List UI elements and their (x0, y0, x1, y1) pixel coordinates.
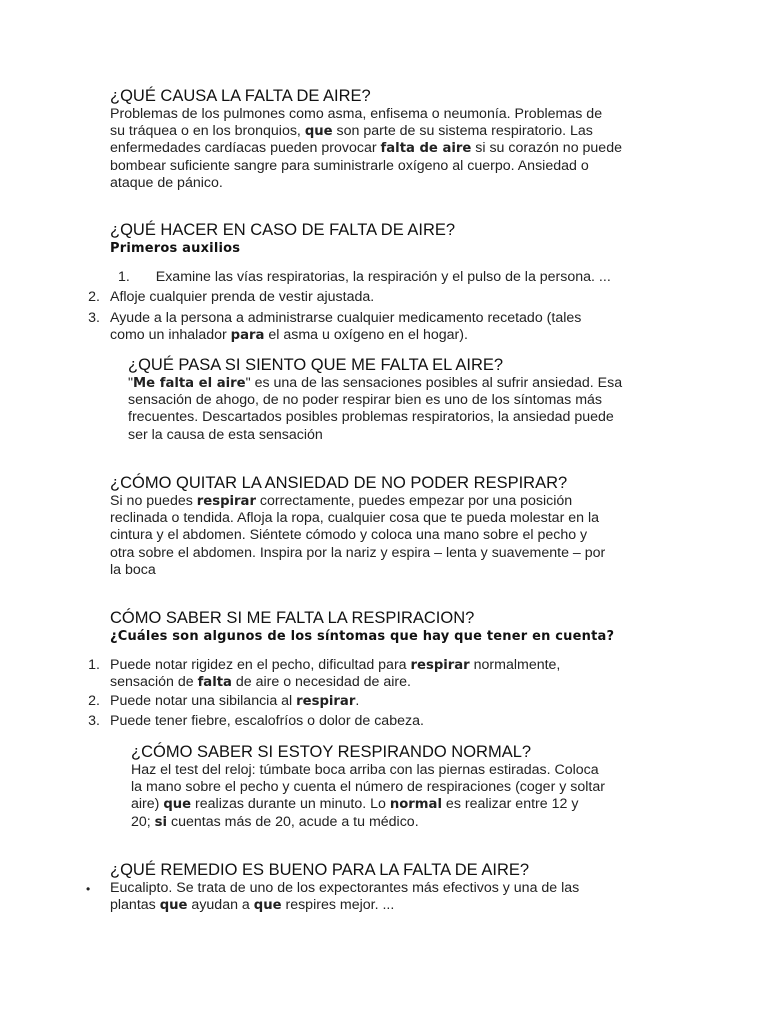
heading-remedy: ¿QUÉ REMEDIO ES BUENO PARA LA FALTA DE AIRE? (110, 861, 530, 879)
text-line: el asma u oxígeno en el hogar). (264, 327, 468, 344)
text-line: enfermedades cardíacas pueden provocar (110, 140, 381, 157)
list-item-text (110, 693, 359, 710)
bold-text: falta de aire (380, 141, 472, 157)
text-line: es realizar entre 12 y (441, 796, 579, 813)
text-line: sensación de (110, 674, 198, 691)
section-remedy (110, 861, 750, 880)
list-item-text (110, 657, 560, 691)
text-line: de aire o necesidad de aire. (231, 674, 411, 691)
text-line: Ayude a la persona a administrarse cualquier medicamento recetado (tales (110, 310, 582, 326)
list-item-text (110, 880, 579, 914)
section-causes (110, 87, 750, 192)
paragraph-anxiety (110, 493, 750, 579)
bold-text: respirar (410, 658, 470, 673)
text-line: bombear suficiente sangre para suministrarle oxígeno al cuerpo. Ansiedad o (110, 157, 589, 174)
heading-symptoms: CÓMO SABER SI ME FALTA LA RESPIRACION? (110, 609, 475, 627)
subheading-symptoms: ¿Cuáles son algunos de los síntomas que hay que tener en cuenta? (110, 629, 615, 644)
list-number: 2. (88, 693, 100, 709)
list-number: 2. (88, 289, 100, 305)
heading-feel-short-of-breath: ¿QUÉ PASA SI SIENTO QUE ME FALTA EL AIRE? (128, 356, 504, 374)
heading-what-to-do: ¿QUÉ HACER EN CASO DE FALTA DE AIRE? (110, 221, 456, 239)
bullet-icon: • (86, 882, 91, 896)
bold-text: respirar (296, 694, 356, 709)
text-line: otra sobre el abdomen. Inspira por la nariz y espira – lenta y suavemente – por (110, 544, 606, 561)
text-line: " (128, 375, 134, 391)
paragraph-causes (110, 106, 750, 192)
bold-text: que (304, 124, 333, 140)
heading-breathing-normal: ¿CÓMO SABER SI ESTOY RESPIRANDO NORMAL? (131, 743, 532, 761)
text-line: cuentas más de 20, acude a tu médico. (167, 813, 419, 830)
text-line: realizas durante un minuto. Lo (191, 796, 390, 813)
bold-text: normal (389, 797, 442, 813)
text-line: Problemas de los pulmones como asma, enfisema o neumonía. Problemas de (110, 106, 603, 122)
text-line: cintura y el abdomen. Siéntete cómodo y coloca una mano sobre el pecho y (110, 527, 588, 544)
list-item-text: Afloje cualquier prenda de vestir ajustada. (110, 289, 375, 305)
text-line: reclinada o tendida. Afloja la ropa, cualquier cosa que te pueda molestar en la (110, 510, 600, 527)
list-number: 1. (88, 657, 100, 673)
text-line: Puede notar rigidez en el pecho, dificultad para (110, 657, 411, 673)
list-item-text: Puede tener fiebre, escalofríos o dolor de cabeza. (110, 713, 424, 729)
section-symptoms (110, 609, 750, 645)
text-line: . (355, 693, 360, 709)
list-item (118, 269, 738, 286)
bold-text: que (159, 898, 188, 914)
text-line: su tráquea o en los bronquios, (110, 123, 305, 140)
text-line: como un inhalador (110, 327, 231, 344)
text-line: sensación de ahogo, de no poder respirar bien es uno de los síntomas más (128, 392, 602, 409)
text-line: Eucalipto. Se trata de uno de los expectorantes más efectivos y una de las (110, 880, 580, 896)
text-line: ataque de pánico. (110, 174, 223, 191)
list-number: 1. (118, 269, 130, 285)
text-line: " es una de las sensaciones posibles al sufrir ansiedad. Esa (245, 375, 623, 391)
text-line: son parte de su sistema respiratorio. Las (332, 123, 593, 140)
text-line: Si no puedes (110, 493, 197, 509)
text-line: la mano sobre el pecho y cuenta el número de respiraciones (coger y soltar (131, 779, 605, 796)
paragraph-feel-short-of-breath (128, 375, 748, 444)
text-line: la boca (110, 561, 156, 578)
text-line: aire) (131, 796, 164, 813)
heading-causes: ¿QUÉ CAUSA LA FALTA DE AIRE? (110, 87, 371, 105)
text-line: frecuentes. Descartados posibles problemas respiratorios, la ansiedad puede (128, 409, 614, 426)
text-line: ser la causa de esta sensación (128, 426, 323, 443)
text-line: si su corazón no puede (471, 140, 622, 157)
section-feel-short-of-breath (128, 356, 748, 444)
paragraph-breathing-normal (131, 762, 751, 831)
text-line: 20; (131, 813, 155, 830)
bold-text: falta (197, 675, 232, 691)
list-number: 3. (88, 713, 100, 729)
text-line: plantas (110, 897, 160, 914)
section-breathing-normal (131, 743, 751, 831)
section-anxiety (110, 474, 750, 579)
bold-text: que (163, 797, 192, 813)
text-line: ayudan a (187, 897, 254, 914)
heading-anxiety: ¿CÓMO QUITAR LA ANSIEDAD DE NO PODER RESPIRAR? (110, 474, 568, 492)
bold-text: para (230, 328, 265, 344)
bold-text: Me falta el aire (133, 376, 246, 391)
text-line: normalmente, (469, 657, 561, 673)
subheading-first-aid: Primeros auxilios (110, 241, 241, 256)
list-number: 3. (88, 310, 100, 326)
text-line: correctamente, puedes empezar por una posición (255, 493, 573, 509)
list-item-text: Examine las vías respiratorias, la respiración y el pulso de la persona. ... (155, 269, 611, 285)
text-line: Puede notar una sibilancia al (110, 693, 297, 709)
bold-text: que (253, 898, 282, 914)
text-line: Haz el test del reloj: túmbate boca arriba con las piernas estiradas. Coloca (131, 762, 599, 778)
bold-text: si (154, 814, 168, 830)
text-line: respires mejor. ... (281, 897, 395, 914)
bold-text: respirar (196, 494, 256, 509)
section-what-to-do (110, 221, 750, 257)
list-item-text (110, 310, 581, 344)
